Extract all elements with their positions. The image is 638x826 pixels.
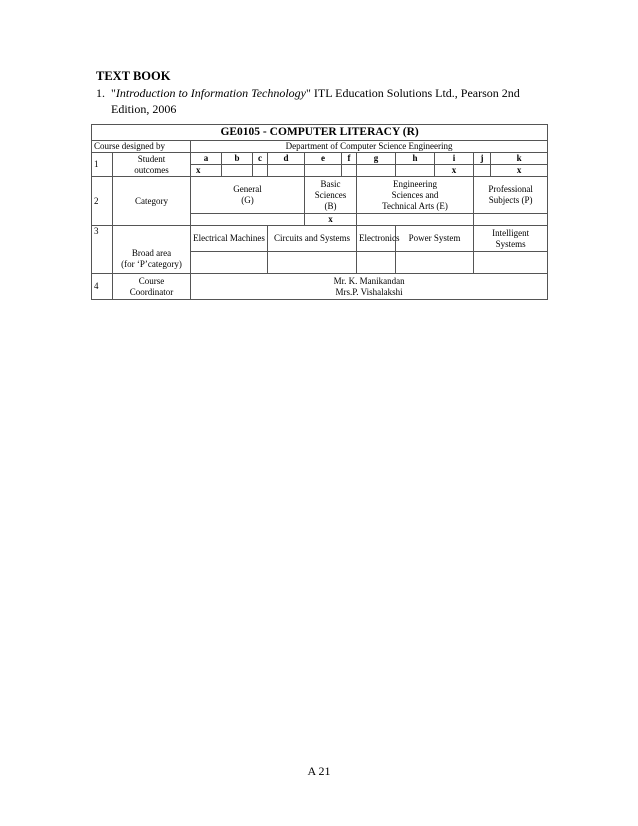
outcome-mark [305, 165, 342, 177]
category-professional: Professional Subjects (P) [474, 177, 548, 214]
book-title: Introduction to Information Technology [115, 86, 307, 100]
category-basic-sciences: Basic Sciences (B) [305, 177, 357, 214]
category-mark [191, 214, 305, 226]
outcome-letter: g [357, 153, 396, 165]
outcome-letter: f [342, 153, 357, 165]
broad-area-circuits-systems: Circuits and Systems [268, 226, 357, 252]
student-outcomes-label: Student outcomes [113, 153, 191, 177]
course-table [91, 124, 548, 300]
outcome-letter: j [474, 153, 491, 165]
category-general: General (G) [191, 177, 305, 214]
course-coordinator-label: Course Coordinator [113, 274, 191, 300]
category-mark [357, 214, 474, 226]
outcome-mark [474, 165, 491, 177]
category-engineering: Engineering Sciences and Technical Arts (E) [357, 177, 474, 214]
row-number-1: 1 [92, 153, 113, 177]
page-number: A 21 [307, 764, 331, 778]
coordinator-names: Mr. K. Manikandan Mrs.P. Vishalakshi [191, 274, 548, 300]
department-name: Department of Computer Science Engineering [191, 141, 548, 153]
outcome-letter: k [491, 153, 548, 165]
designed-by-label: Course designed by [92, 141, 191, 153]
broad-area-power-system: Power System [396, 226, 474, 252]
outcome-mark [222, 165, 253, 177]
outcome-letter: c [253, 153, 268, 165]
quote-close: " [306, 86, 311, 100]
outcome-letter: a [191, 153, 222, 165]
row-number-2: 2 [92, 177, 113, 226]
outcome-mark: x [191, 165, 222, 177]
category-mark [474, 214, 548, 226]
outcome-mark: x [435, 165, 474, 177]
reference-edition: Edition, 2006 [111, 102, 177, 116]
outcome-mark [357, 165, 396, 177]
outcome-letter: e [305, 153, 342, 165]
outcome-mark [342, 165, 357, 177]
broad-area-electronics: Electronics [357, 226, 396, 252]
reference-number: 1. [96, 86, 105, 100]
outcome-mark [253, 165, 268, 177]
broad-area-electrical-machines: Electrical Machines [191, 226, 268, 252]
broad-area-mark [268, 252, 357, 274]
outcome-letter: h [396, 153, 435, 165]
outcome-letter: d [268, 153, 305, 165]
textbook-heading: TEXT BOOK [96, 69, 171, 83]
broad-area-mark [191, 252, 268, 274]
quote-open: " [111, 86, 116, 100]
outcome-letter: b [222, 153, 253, 165]
broad-area-mark [357, 252, 396, 274]
outcome-letter: i [435, 153, 474, 165]
textbook-reference [96, 85, 546, 117]
broad-area-mark [474, 252, 548, 274]
category-mark: x [305, 214, 357, 226]
outcome-mark [396, 165, 435, 177]
course-title: GE0105 - COMPUTER LITERACY (R) [92, 125, 548, 141]
outcome-mark: x [491, 165, 548, 177]
category-label: Category [113, 177, 191, 226]
reference-publisher: ITL Education Solutions Ltd., Pearson 2nd [310, 86, 520, 100]
broad-area-label: Broad area (for ‘P’category) [113, 226, 191, 274]
broad-area-mark [396, 252, 474, 274]
row-number-4: 4 [92, 274, 113, 300]
broad-area-intelligent-systems: Intelligent Systems [474, 226, 548, 252]
outcome-mark [268, 165, 305, 177]
row-number-3: 3 [92, 226, 113, 274]
